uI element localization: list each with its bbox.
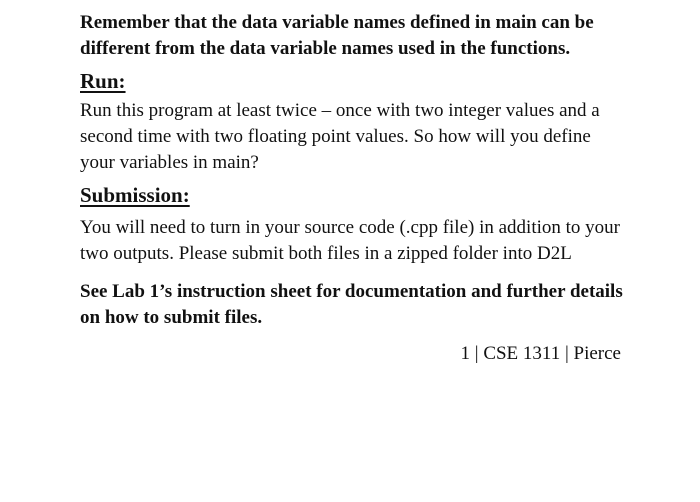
document-page (80, 10, 625, 367)
run-heading: Run: (80, 69, 126, 93)
intro-note: Remember that the data variable names defined in main can be different from the data variable names used in the functions. (80, 12, 594, 59)
page-footer: 1 | CSE 1311 | Pierce (460, 343, 621, 364)
submission-heading: Submission: (80, 183, 190, 207)
submission-note: See Lab 1’s instruction sheet for documentation and further details on how to submit files. (80, 281, 623, 328)
submission-body: You will need to turn in your source code (.cpp file) in addition to your two outputs. Please submit both files in a zipped folder into D2L (80, 217, 620, 264)
run-body: Run this program at least twice – once with two integer values and a second time with two floating point values. So how will you define your variables in main? (80, 100, 600, 173)
